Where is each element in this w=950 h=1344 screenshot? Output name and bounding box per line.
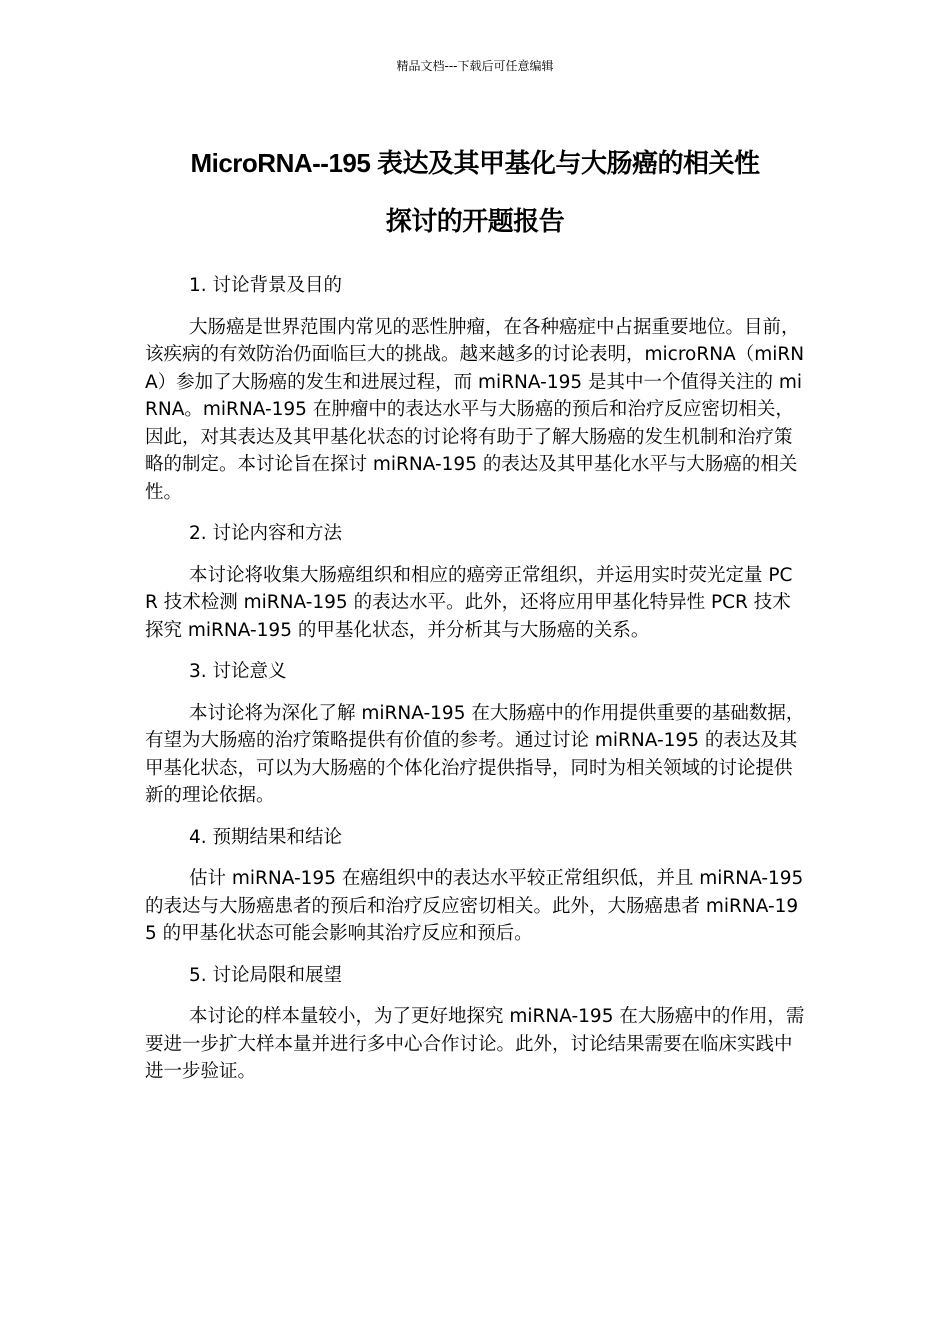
section-limitations [145,962,805,1086]
section-paragraph: 本讨论将为深化了解 miRNA-195 在大肠癌中的作用提供重要的基础数据，有望为大肠癌的治疗策略提供有价值的参考。通过讨论 miRNA-195 的表达及其甲基化状态，可以为大肠癌的个体化治疗提供指导，同时为相关领域的讨论提供新的理论依据。 [145,702,805,806]
section-heading: 5. 讨论局限和展望 [189,964,343,986]
section-significance [145,658,805,810]
document-title [145,134,805,250]
section-paragraph: 本讨论的样本量较小，为了更好地探究 miRNA-195 在大肠癌中的作用，需要进一步扩大样本量并进行多中心合作讨论。此外，讨论结果需要在临床实践中进一步验证。 [145,1006,805,1082]
section-heading: 1. 讨论背景及目的 [189,275,343,296]
document-title-line-1: MicroRNA--195 表达及其甲基化与大肠癌的相关性 [190,148,760,178]
section-paragraph: 本讨论将收集大肠癌组织和相应的癌旁正常组织，并运用实时荧光定量 PCR 技术检测 miRNA-195 的表达水平。此外，还将应用甲基化特异性 PCR 技术探究 miRNA-195 的甲基化状态，并分析其与大肠癌的关系。 [145,564,793,641]
document-body [145,272,805,1100]
section-expected-results [145,824,805,948]
page-header: 精品文档---下载后可任意编辑 [396,59,554,73]
section-heading: 3. 讨论意义 [189,661,287,682]
section-heading: 4. 预期结果和结论 [189,826,343,848]
section-paragraph: 大肠癌是世界范围内常见的恶性肿瘤，在各种癌症中占据重要地位。目前，该疾病的有效防治仍面临巨大的挑战。越来越多的讨论表明，microRNA（miRNA）参加了大肠癌的发生和进展过程，而 miRNA-195 是其中一个值得关注的 miRNA。miRNA-195 在肿瘤中的表达水平与大肠癌的预后和治疗反应密切相关，因此，对其表达及其甲基化状态的讨论将有助于了解大肠癌的发生机制和治疗策略的制定。本讨论旨在探讨 miRNA-195 的表达及其甲基化水平与大肠癌的相关性。 [145,316,805,503]
section-heading: 2. 讨论内容和方法 [189,523,343,544]
section-content-methods [145,520,805,644]
section-background [145,272,805,506]
section-paragraph: 估计 miRNA-195 在癌组织中的表达水平较正常组织低，并且 miRNA-195 的表达与大肠癌患者的预后和治疗反应密切相关。此外，大肠癌患者 miRNA-195 的甲基化状态可能会影响其治疗反应和预后。 [145,868,804,944]
document-title-line-2: 探讨的开题报告 [385,206,565,236]
